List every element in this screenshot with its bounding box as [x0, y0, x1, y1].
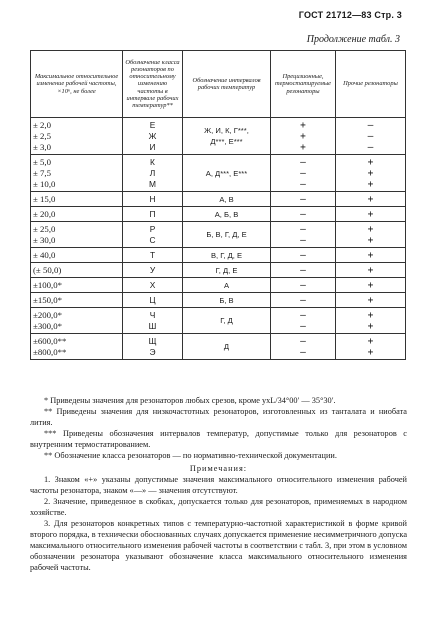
other-cell [336, 207, 406, 222]
other-cell-line: — [367, 141, 374, 153]
class-cell [123, 192, 183, 207]
precision-cell-line: + [300, 119, 306, 131]
class-cell [123, 222, 183, 248]
other-cell-line: + [367, 335, 374, 347]
class-cell-line: Ц [149, 294, 156, 305]
deviation-cell-line: ± 5,0 [33, 156, 52, 167]
other-cell-line: + [367, 193, 374, 205]
precision-cell-line: — [300, 167, 306, 179]
class-cell [123, 207, 183, 222]
temperature-cell-line: Ж, И, К, Г***, [204, 126, 249, 135]
class-cell [123, 248, 183, 263]
deviation-cell-line: ± 40,0 [33, 249, 56, 260]
temperature-cell [183, 155, 271, 192]
precision-cell [271, 263, 336, 278]
other-cell-line: + [367, 208, 374, 220]
precision-cell-line: — [300, 193, 306, 205]
footnote: ** Приведены значения для низкочастотных резонаторов, изготовленных из танталата и ниобата лития. [30, 407, 407, 427]
frequency-classes-table [30, 50, 406, 360]
other-cell-line: + [367, 178, 374, 190]
deviation-cell-line: ± 7,5 [33, 167, 52, 178]
deviation-cell-line: ± 2,5 [33, 130, 52, 141]
col-header-temperature: Обозначение интервалов рабочих температур [183, 51, 271, 118]
precision-cell-line: — [300, 223, 306, 235]
temperature-cell [183, 207, 271, 222]
class-cell-line: Р [149, 223, 156, 234]
remark: 1. Знаком «+» указаны допустимые значения максимального относительного изменения рабочей частоты резонатора, знаком «—» — значения отсутствуют. [30, 475, 407, 495]
deviation-cell-line: ±150,0* [33, 294, 63, 305]
temperature-cell [183, 293, 271, 308]
other-cell [336, 155, 406, 192]
remark: 2. Значение, приведенное в скобках, допускается только для резонаторов, применяемых в народном хозяйстве. [30, 497, 407, 517]
class-cell [123, 155, 183, 192]
table-continuation-label: Продолжение табл. 3 [306, 34, 400, 45]
col-header-class: Обозначение класса резонаторов по относительному изменению частоты в интервале рабочих температур** [123, 51, 183, 118]
table-header-row [31, 51, 406, 118]
class-cell-line: С [149, 234, 156, 245]
deviation-cell [31, 155, 123, 192]
col-header-deviation: Максимальное относительное изменение рабочей частоты, ×10⁶, не более [31, 51, 123, 118]
precision-cell-line: — [300, 320, 306, 332]
class-cell-line: Ч [149, 309, 156, 320]
temperature-cell-line: В, Г, Д, Е [210, 250, 243, 260]
precision-cell [271, 248, 336, 263]
class-cell-line: П [149, 208, 156, 219]
col-header-precision: Прецизионные, термостатируемые резонаторы [271, 51, 336, 118]
other-cell [336, 222, 406, 248]
deviation-cell-line: ±200,0* [33, 309, 63, 320]
class-cell [123, 308, 183, 334]
footnote: *** Приведены обозначения интервалов температур, допустимые только для резонаторов с внутренним термостатированием. [30, 429, 407, 449]
temperature-cell [183, 222, 271, 248]
deviation-cell [31, 293, 123, 308]
class-cell-line: Э [149, 346, 156, 357]
class-cell-line: Ш [148, 320, 157, 331]
class-cell-line: Л [149, 167, 156, 178]
precision-cell-line: — [300, 156, 306, 168]
other-cell [336, 278, 406, 293]
other-cell-line: + [367, 234, 374, 246]
class-cell-line: Щ [148, 335, 157, 346]
temperature-cell [183, 248, 271, 263]
precision-cell-line: + [300, 130, 306, 142]
other-cell-line: + [367, 346, 374, 358]
precision-cell [271, 278, 336, 293]
table-row [31, 207, 406, 222]
deviation-cell-line: (± 50,0) [33, 264, 62, 275]
deviation-cell [31, 334, 123, 360]
temperature-cell-line: Г, Д [220, 316, 233, 325]
precision-cell-line: — [300, 279, 306, 291]
precision-cell-line: — [300, 294, 306, 306]
deviation-cell-line: ±100,0* [33, 279, 63, 290]
class-cell [123, 118, 183, 155]
precision-cell [271, 308, 336, 334]
precision-cell-line: — [300, 346, 306, 358]
deviation-cell-line: ± 2,0 [33, 119, 52, 130]
class-cell [123, 293, 183, 308]
temperature-cell-line: А, Д***, Е*** [205, 168, 248, 178]
table-row [31, 293, 406, 308]
class-cell-line: У [149, 264, 156, 275]
precision-cell [271, 293, 336, 308]
deviation-cell [31, 207, 123, 222]
other-cell [336, 308, 406, 334]
table-row [31, 222, 406, 248]
temperature-cell-line: А [223, 280, 230, 290]
temperature-cell-line: Д***, Е*** [210, 137, 243, 146]
class-cell-line: И [149, 141, 156, 152]
precision-cell [271, 155, 336, 192]
class-cell-line: Т [149, 249, 156, 260]
deviation-cell-line: ± 25,0 [33, 223, 56, 234]
temperature-cell-line: Б, В, Г, Д, Е [206, 230, 247, 239]
other-cell-line: + [367, 320, 374, 332]
table-row [31, 248, 406, 263]
remark: 3. Для резонаторов конкретных типов с температурно-частотной характеристикой в форме кривой второго порядка, в технически обоснованных случаях допускается применение несимметричного допуска максимального относительного изменения рабочей частоты в соответствии с табл. 3, при этом в условном обозначении резонатора указывают обозначение класса максимального относительного изменения рабочей частоты. [30, 519, 407, 572]
deviation-cell [31, 222, 123, 248]
precision-cell-line: — [300, 264, 306, 276]
table-row [31, 263, 406, 278]
class-cell-line: Х [149, 279, 156, 290]
table-row [31, 118, 406, 155]
deviation-cell-line: ± 3,0 [33, 141, 52, 152]
other-cell-line: + [367, 223, 374, 235]
temperature-cell [183, 278, 271, 293]
precision-cell-line: — [300, 335, 306, 347]
deviation-cell-line: ±600,0** [33, 335, 67, 346]
temperature-cell [183, 118, 271, 155]
deviation-cell [31, 308, 123, 334]
precision-cell [271, 192, 336, 207]
other-cell-line: — [367, 119, 374, 131]
table-row [31, 334, 406, 360]
temperature-cell-line: Б, В [219, 295, 234, 305]
temperature-cell-line: Д [223, 342, 230, 351]
other-cell-line: + [367, 294, 374, 306]
class-cell-line: М [149, 178, 156, 189]
deviation-cell-line: ± 30,0 [33, 234, 56, 245]
precision-cell-line: — [300, 178, 306, 190]
temperature-cell [183, 334, 271, 360]
precision-cell-line: — [300, 309, 306, 321]
other-cell-line: + [367, 167, 374, 179]
other-cell [336, 293, 406, 308]
footnote: ** Обозначение класса резонаторов — по нормативно-технической документации. [44, 451, 337, 460]
precision-cell-line: — [300, 208, 306, 220]
other-cell-line: + [367, 309, 374, 321]
other-cell-line: + [367, 279, 374, 291]
class-cell [123, 278, 183, 293]
other-cell-line: — [367, 130, 374, 142]
other-cell [336, 192, 406, 207]
precision-cell [271, 334, 336, 360]
deviation-cell-line: ±800,0** [33, 346, 67, 357]
deviation-cell-line: ± 15,0 [33, 193, 56, 204]
temperature-cell [183, 192, 271, 207]
class-cell [123, 334, 183, 360]
temperature-cell-line: Г, Д, Е [215, 265, 238, 275]
precision-cell-line: + [300, 141, 306, 153]
class-cell-line: К [150, 156, 155, 167]
precision-cell-line: — [300, 234, 306, 246]
precision-cell [271, 222, 336, 248]
precision-cell [271, 207, 336, 222]
table-row [31, 155, 406, 192]
table-row [31, 192, 406, 207]
deviation-cell [31, 118, 123, 155]
table-row [31, 278, 406, 293]
temperature-cell-line: А, В [219, 194, 234, 204]
temperature-cell [183, 263, 271, 278]
class-cell-line: Н [149, 193, 156, 204]
footnote: * Приведены значения для резонаторов любых срезов, кроме yxL/34°00′ — 35°30′. [44, 396, 336, 405]
other-cell [336, 334, 406, 360]
other-cell [336, 248, 406, 263]
class-cell [123, 263, 183, 278]
table-row [31, 308, 406, 334]
other-cell [336, 118, 406, 155]
col-header-other: Прочие резонаторы [336, 51, 406, 118]
other-cell-line: + [367, 264, 374, 276]
deviation-cell-line: ± 20,0 [33, 208, 56, 219]
deviation-cell-line: ± 10,0 [33, 178, 56, 189]
other-cell [336, 263, 406, 278]
precision-cell [271, 118, 336, 155]
remarks-title: Примечания: [189, 464, 248, 473]
deviation-cell [31, 278, 123, 293]
deviation-cell-line: ±300,0* [33, 320, 63, 331]
other-cell-line: + [367, 156, 374, 168]
class-cell-line: Ж [148, 130, 157, 141]
other-cell-line: + [367, 249, 374, 261]
deviation-cell [31, 248, 123, 263]
temperature-cell [183, 308, 271, 334]
deviation-cell [31, 192, 123, 207]
precision-cell-line: — [300, 249, 306, 261]
deviation-cell [31, 263, 123, 278]
notes-block [30, 395, 407, 573]
class-cell-line: Е [149, 119, 156, 130]
temperature-cell-line: А, Б, В [214, 209, 239, 219]
page-header: ГОСТ 21712—83 Стр. 3 [298, 10, 402, 20]
